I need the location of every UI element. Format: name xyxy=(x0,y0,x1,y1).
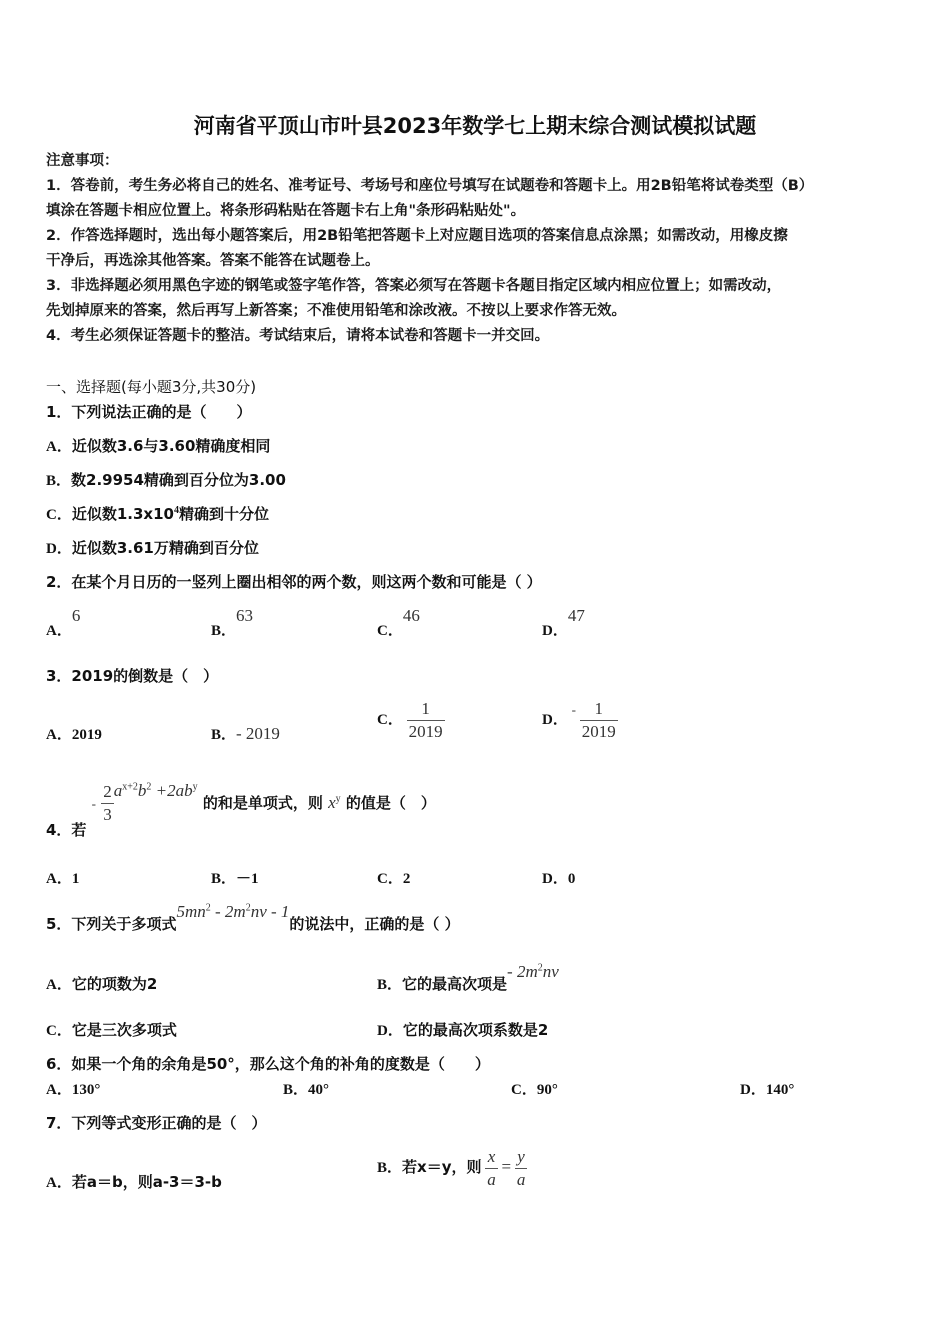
page-title: 河南省平顶山市叶县2023年数学七上期末综合测试模拟试题 xyxy=(193,114,757,138)
q3-stem: 3．2019的倒数是（ ） xyxy=(46,667,219,685)
q2-option-b[interactable]: B．63 xyxy=(211,606,254,639)
q1-stem: 1．下列说法正确的是（ ） xyxy=(46,403,252,421)
q4-option-a[interactable]: A．1 xyxy=(46,871,80,887)
notice-line: 3．非选择题必须用黑色字迹的钢笔或签字笔作答，答案必须写在答题卡各题目指定区域内相应位置上；如需改动， xyxy=(46,278,782,294)
fraction: $\frac{1}{2019}$ xyxy=(408,699,443,741)
notice-heading: 注意事项： xyxy=(46,153,119,169)
fraction: $\frac{1}{2019}$ xyxy=(581,699,616,741)
q2-option-a[interactable]: A．6 xyxy=(46,606,81,639)
q6-option-c[interactable]: C．90° xyxy=(511,1082,558,1098)
fraction: $\frac{y}{a}$ xyxy=(516,1147,526,1189)
notice-line: 4．考生必须保证答题卡的整洁。考试结束后，请将本试卷和答题卡一并交回。 xyxy=(46,328,550,344)
q1-option-d[interactable]: D．近似数3.61万精确到百分位 xyxy=(46,539,259,557)
q5-option-c[interactable]: C．它是三次多项式 xyxy=(46,1021,177,1039)
q1-option-a[interactable]: A．近似数3.6与3.60精确度相同 xyxy=(46,437,271,455)
q5-option-b[interactable]: B．它的最高次项是- $2m^2nv$ xyxy=(377,962,559,993)
q2-stem: 2．在某个月日历的一竖列上圈出相邻的两个数，则这两个数和可能是（ ） xyxy=(46,573,542,591)
q7-option-b[interactable]: B．若x＝y，则 $\frac{x}{a}$ = $\frac{y}{a}$ xyxy=(377,1147,526,1189)
q2-option-d[interactable]: D．47 xyxy=(542,606,585,639)
notice-line: 1．答卷前，考生务必将自己的姓名、准考证号、考场号和座位号填写在试题卷和答题卡上。用2B铅笔将试卷类型（B） xyxy=(46,178,814,194)
q4-option-c[interactable]: C．2 xyxy=(377,871,411,887)
q5-option-d[interactable]: D．它的最高次项系数是2 xyxy=(377,1021,549,1039)
notice-line: 先划掉原来的答案，然后再写上新答案；不准使用铅笔和涂改液。不按以上要求作答无效。 xyxy=(46,303,626,319)
fraction: $\frac{x}{a}$ xyxy=(487,1147,496,1189)
notice-block xyxy=(46,149,916,349)
notice-line: 填涂在答题卡相应位置上。将条形码粘贴在答题卡右上角"条形码粘贴处"。 xyxy=(46,203,526,219)
q5-stem: 5．下列关于多项式$5mn^2 - 2m^2nv - 1$的说法中，正确的是（ ） xyxy=(46,902,460,933)
section-heading: 一、选择题(每小题3分,共30分) xyxy=(46,378,257,396)
q2-option-c[interactable]: C．46 xyxy=(377,606,420,639)
q7-stem: 7．下列等式变形正确的是（ ） xyxy=(46,1114,267,1132)
fraction: $\frac{2}{3}$ xyxy=(103,782,112,824)
q3-option-c[interactable]: C． $\frac{1}{2019}$ xyxy=(377,699,443,741)
q5-option-a[interactable]: A．它的项数为2 xyxy=(46,975,158,993)
q3-option-d[interactable]: D． - $\frac{1}{2019}$ xyxy=(542,699,616,741)
q3-option-a[interactable]: A．2019 xyxy=(46,727,102,743)
q4-option-d[interactable]: D．0 xyxy=(542,871,576,887)
notice-line: 2．作答选择题时，选出每小题答案后，用2B铅笔把答题卡上对应题目选项的答案信息点涂黑；如需改动，用橡皮擦 xyxy=(46,228,788,244)
q1-option-c[interactable]: C．近似数$1.3x10^4$精确到十分位 xyxy=(46,505,269,523)
q6-option-d[interactable]: D．140° xyxy=(740,1082,795,1098)
q6-stem: 6．如果一个角的余角是50°，那么这个角的补角的度数是（ ） xyxy=(46,1055,490,1073)
notice-line: 干净后，再选涂其他答案。答案不能答在试题卷上。 xyxy=(46,253,380,269)
q1-option-b[interactable]: B．数2.9954精确到百分位为3.00 xyxy=(46,471,286,489)
q4-option-b[interactable]: B．－1 xyxy=(211,871,259,887)
q3-option-b[interactable]: B．- 2019 xyxy=(211,724,280,743)
q4-stem: 4．若 - $\frac{2}{3}$ $a^{x+2}b^2 +2ab^y$ 的和是单项式，则 $x^y$ 的值是（ ） xyxy=(46,781,436,839)
q6-option-a[interactable]: A．130° xyxy=(46,1082,101,1098)
q7-option-a[interactable]: A．若a＝b，则a-3＝3-b xyxy=(46,1173,222,1191)
q6-option-b[interactable]: B．40° xyxy=(283,1082,330,1098)
